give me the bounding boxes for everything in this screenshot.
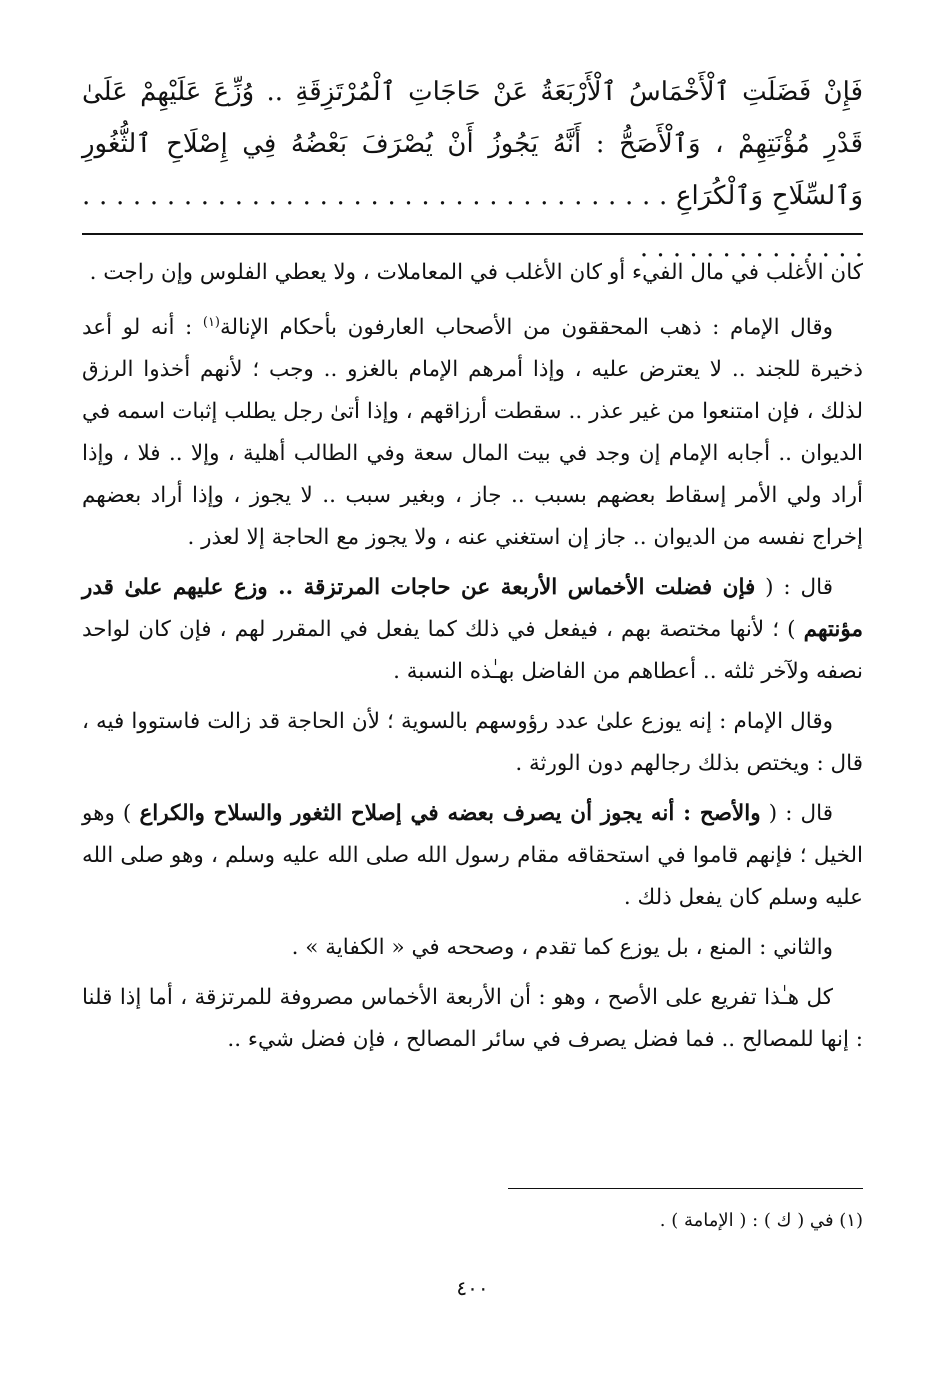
commentary-text: ) ؛ لأنها مختصة بهم ، فيفعل في ذلك كما يفعل في المقرر لهم ، فإن كان لواحد نصفه ولآخر ثلثه .. أعطاهم من الفاضل بهـٰذه النسبة . xyxy=(82,617,863,685)
commentary-paragraph-2 xyxy=(82,302,863,559)
matn-text: فَإِنْ فَضَلَتِ ٱلْأَخْمَاسُ ٱلْأَرْبَعَةُ عَنْ حَاجَاتِ ٱلْمُرْتَزِقَةِ .. وُزِّعَ عَلَيْهِمْ عَلَىٰ قَدْرِ مُؤْنَتِهِمْ ، وَٱلْأَصَحُّ : أَنَّهُ يَجُوزُ أَنْ يُصْرَفَ بَعْضُهُ فِي إِصْلَاحِ ٱلثُّغُورِ وَٱلسِّلَاحِ وَٱلْكُرَاعِ xyxy=(82,77,864,211)
commentary-paragraph-1 xyxy=(82,252,863,294)
commentary-paragraph-5 xyxy=(82,793,863,919)
commentary-paragraph-6 xyxy=(82,927,863,969)
matn-text-block xyxy=(82,66,863,274)
commentary-block xyxy=(82,252,863,1069)
commentary-text: كل هـٰذا تفريع على الأصح ، وهو : أن الأربعة الأخماس مصروفة للمرتزقة ، أما إذا قلنا : إنها للمصالح .. فما فضل يصرف في سائر المصالح ، فإن فضل شيء .. xyxy=(82,985,863,1053)
separator-rule xyxy=(82,233,863,235)
commentary-text: : أنه لو أعد ذخيرة للجند .. لا يعترض عليه ، وإذا أمرهم الإمام بالغزو .. وجب ؛ لأنهم أخذوا الرزق لذلك ، فإن امتنعوا من غير عذر .. سقطت أرزاقهم ، وإذا أتىٰ رجل يطلب إثبات اسمه في الديوان .. أجابه الإمام إن وجد في بيت المال سعة وفي الطالب أهلية ، وإلا .. فلا ، وإذا أراد ولي الأمر إسقاط بعضهم بسبب .. جاز ، وبغير سبب .. لا يجوز ، وإذا أراد بعضهم إخراج نفسه من الديوان .. جاز إن استغني عنه ، ولا يجوز مع الحاجة إلا لعذر . xyxy=(82,315,863,551)
matn-quote: والأصح : أنه يجوز أن يصرف بعضه في إصلاح الثغور والسلاح والكراع xyxy=(139,801,761,827)
matn-dots: . . . . . . . . . . . . . . . . . . . . . . . . . . . . . . . . . . . . . . . . . . . . . . . . . xyxy=(82,181,863,263)
commentary-text: كان الأغلب في مال الفيء أو كان الأغلب في المعاملات ، ولا يعطي الفلوس وإن راجت . xyxy=(89,260,863,285)
commentary-text: قال : ( xyxy=(755,575,833,601)
footnote-marker: (١) xyxy=(202,315,220,330)
commentary-paragraph-3 xyxy=(82,567,863,693)
page-number: ٤٠٠ xyxy=(456,1276,489,1300)
footnote-rule xyxy=(508,1188,863,1189)
commentary-text: ) وهو الخيل ؛ فإنهم قاموا في استحقاقه مقام رسول الله صلى الله عليه وسلم ، وهو صلى الله عليه وسلم كان يفعل ذلك . xyxy=(82,801,863,911)
commentary-text: وقال الإمام : إنه يوزع علىٰ عدد رؤوسهم بالسوية ؛ لأن الحاجة قد زالت فاستووا فيه ، قال : ويختص بذلك رجالهم دون الورثة . xyxy=(82,709,863,777)
commentary-paragraph-4 xyxy=(82,701,863,785)
commentary-text: والثاني : المنع ، بل يوزع كما تقدم ، وصححه في « الكفاية » . xyxy=(291,935,833,961)
commentary-text: قال : ( xyxy=(760,801,833,827)
commentary-paragraph-7 xyxy=(82,977,863,1061)
commentary-text: وقال الإمام : ذهب المحققون من الأصحاب العارفون بأحكام الإنالة xyxy=(220,315,834,341)
footnote: (١) في ( ك ) : ( الإمامة ) . xyxy=(659,1210,863,1231)
matn-quote: فإن فضلت الأخماس الأربعة عن حاجات المرتزقة .. وزع عليهم علىٰ قدر مؤنتهم xyxy=(82,575,863,643)
